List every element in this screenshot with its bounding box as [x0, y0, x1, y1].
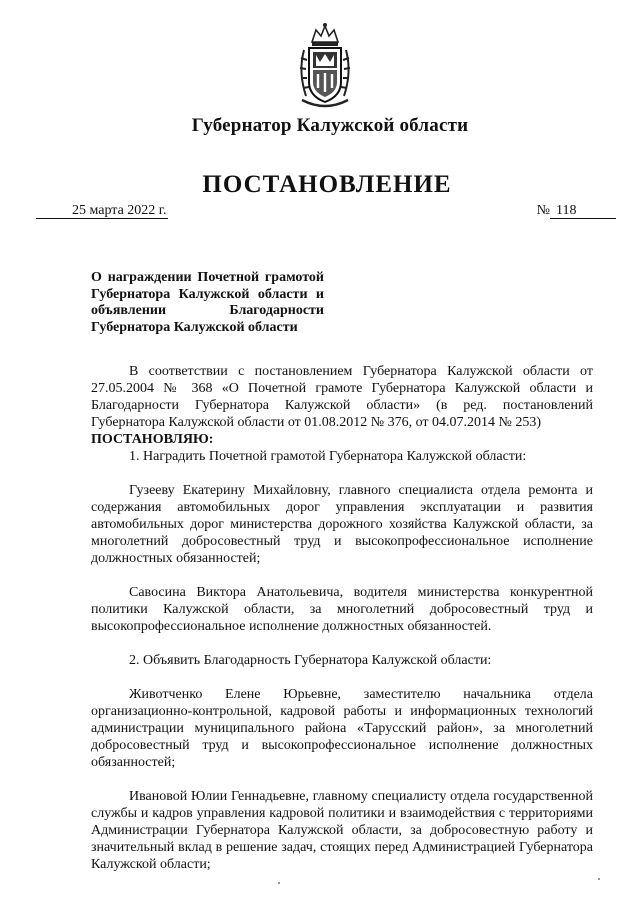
- number-label: №: [536, 203, 550, 218]
- document-subject: О награждении Почетной грамотой Губернатора Калужской области и объявлении Благодарности Губернатора Калужской области: [91, 270, 324, 335]
- item1-heading: 1. Наградить Почетной грамотой Губернатора Калужской области:: [129, 449, 527, 464]
- item2-heading: 2. Объявить Благодарность Губернатора Калужской области:: [129, 653, 492, 668]
- award-person-paragraph: Гузееву Екатерину Михайловну, главного специалиста отдела ремонта и содержания автомобильных дорог управления эксплуатации и развития автомобильных дорог министерства дорожного хозяйства Калужской области, за многолетний добросовестный труд и высокопрофессиональное исполнение должностных обязанностей;: [91, 483, 593, 566]
- document-body: [91, 363, 593, 873]
- gratitude-person-paragraph: Ивановой Юлии Геннадьевне, главному специалисту отдела государственной службы и кадров управления кадровой политики и взаимодействия с территориями Администрации Губернатора Калужской области, за добросовестную работу и значительный вклад в решение задач, стоящих перед Администрацией Губернатора Калужской области;: [91, 789, 593, 872]
- coat-of-arms-icon: [294, 22, 356, 108]
- date-value: 25 марта 2022 г.: [36, 203, 168, 219]
- issuer-title: Губернатор Калужской области: [191, 115, 469, 136]
- gratitude-person-paragraph: Животченко Елене Юрьевне, заместителю начальника отдела организационно-контрольной, кадровой работы и информационных технологий администрации муниципального района «Тарусский район», за многолетний добросовестный труд и высокопрофессиональное исполнение должностных обязанностей;: [91, 687, 593, 770]
- preamble-paragraph: В соответствии с постановлением Губернатора Калужской области от 27.05.2004 № 368 «О Почетной грамоте Губернатора Калужской области и Благодарности Губернатора Калужской области» (в ред. постановлений Губернатора Калужской области от 01.08.2012 № 376, от 04.07.2014 № 253): [91, 364, 593, 430]
- document-date: [36, 203, 168, 219]
- number-value: 118: [550, 203, 616, 219]
- document-number: [537, 203, 616, 219]
- scan-speck: [598, 878, 600, 880]
- scan-speck: [278, 882, 280, 884]
- resolve-word: ПОСТАНОВЛЯЮ:: [91, 432, 214, 447]
- document-type-title: ПОСТАНОВЛЕНИЕ: [202, 171, 452, 198]
- award-person-paragraph: Савосина Виктора Анатольевича, водителя министерства конкурентной политики Калужской области, за многолетний добросовестный труд и высокопрофессиональное исполнение должностных обязанностей.: [91, 585, 593, 634]
